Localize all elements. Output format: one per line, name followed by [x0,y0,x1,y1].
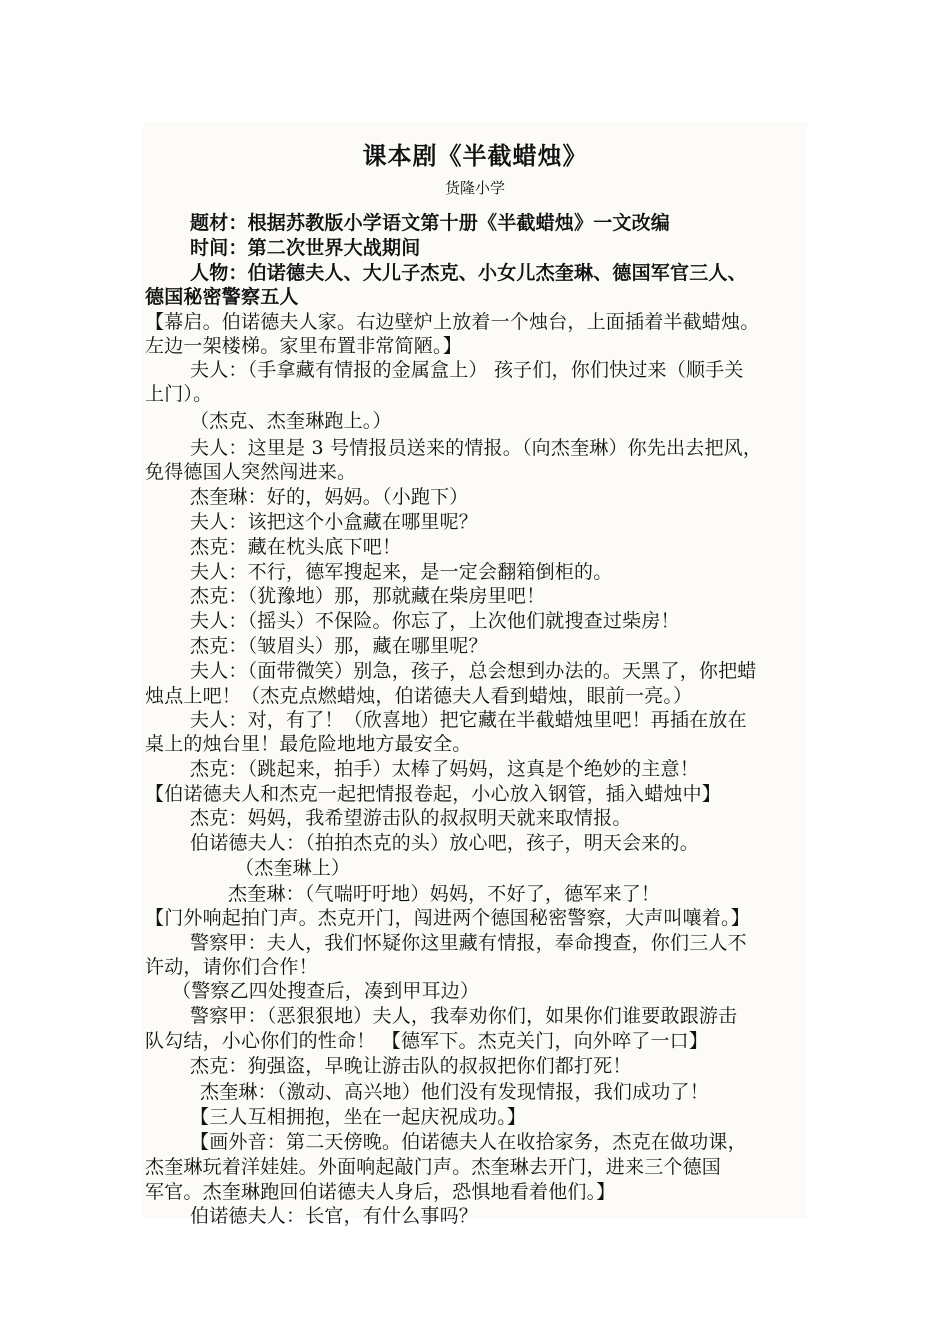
stage-direction: 左边一架楼梯。家里布置非常简陋。】 [145,335,462,357]
stage-direction: 【幕启。伯诺德夫人家。右边壁炉上放着一个烛台，上面插着半截蜡烛。 [145,311,760,333]
dialogue-line: 许动，请你们合作！ [145,956,318,978]
dialogue-line: 杰奎琳：（激动、高兴地）他们没有发现情报，我们成功了！ [200,1081,709,1103]
stage-direction: 【三人互相拥抱，坐在一起庆祝成功。】 [190,1106,527,1128]
dialogue-line: 队勾结，小心你们的性命！ 【德军下。杰克关门，向外啐了一口】 [145,1030,709,1052]
dialogue-line: 杰克：（皱眉头）那，藏在哪里呢？ [190,635,488,657]
dialogue-line: 杰克：（犹豫地）那，那就藏在柴房里吧！ [190,585,546,607]
stage-direction: （杰奎琳上） [235,857,351,879]
dialogue-line: 伯诺德夫人：长官，有什么事吗？ [190,1205,479,1227]
dialogue-line: 警察甲：夫人，我们怀疑你这里藏有情报，奉命搜查，你们三人不 [190,932,747,954]
dialogue-line: 夫人：该把这个小盒藏在哪里呢？ [190,511,479,533]
dialogue-line: 夫人：对，有了！（欣喜地）把它藏在半截蜡烛里吧！再插在放在 [190,709,747,731]
document-title: 课本剧《半截蜡烛》 [362,141,588,170]
school-name: 货隆小学 [444,179,505,197]
dialogue-line: 桌上的烛台里！最危险地地方最安全。 [145,733,472,755]
dialogue-line: 杰克：狗强盗，早晚让游击队的叔叔把你们都打死！ [190,1055,632,1077]
dialogue-line: 杰奎琳：好的，妈妈。（小跑下） [190,486,469,508]
dialogue-line: 杰奎琳：（气喘吁吁地）妈妈，不好了，德军来了！ [228,883,661,905]
dialogue-line: 警察甲：（恶狠狠地）夫人，我奉劝你们，如果你们谁要敢跟游击 [190,1005,738,1027]
dialogue-line: 烛点上吧！（杰克点燃蜡烛，伯诺德夫人看到蜡烛，眼前一亮。） [145,685,693,707]
stage-direction: 杰奎琳玩着洋娃娃。外面响起敲门声。杰奎琳去开门，进来三个德国 [145,1156,722,1178]
header-line: 时间：第二次世界大战期间 [190,237,421,259]
dialogue-line: 杰克：妈妈，我希望游击队的叔叔明天就来取情报。 [190,807,632,829]
dialogue-line: 夫人：（面带微笑）别急，孩子，总会想到办法的。天黑了，你把蜡 [190,660,757,682]
dialogue-line: 夫人：这里是 3 号情报员送来的情报。（向杰奎琳）你先出去把风， [190,437,763,459]
dialogue-line: 免得德国人突然闯进来。 [145,461,357,483]
stage-direction: 【伯诺德夫人和杰克一起把情报卷起，小心放入钢管，插入蜡烛中】 [145,783,722,805]
stage-direction: 军官。杰奎琳跑回伯诺德夫人身后，恐惧地看着他们。】 [145,1181,616,1203]
stage-direction: 【门外响起拍门声。杰克开门，闯进两个德国秘密警察，大声叫嚷着。】 [145,907,750,929]
stage-direction: 【画外音：第二天傍晚。伯诺德夫人在收拾家务，杰克在做功课， [190,1131,747,1153]
dialogue-line: 杰克：（跳起来，拍手）太棒了妈妈，这真是个绝妙的主意！ [190,758,699,780]
dialogue-line: 夫人：不行，德军搜起来，是一定会翻箱倒柜的。 [190,561,613,583]
header-line: 题材：根据苏教版小学语文第十册《半截蜡烛》一文改编 [190,212,671,234]
header-line: 德国秘密警察五人 [145,286,299,308]
stage-direction: （警察乙四处搜查后，凑到甲耳边） [172,980,480,1002]
dialogue-line: 夫人：（摇头）不保险。你忘了，上次他们就搜查过柴房！ [190,610,680,632]
dialogue-line: 伯诺德夫人：（拍拍杰克的头）放心吧，孩子，明天会来的。 [190,832,699,854]
dialogue-line: 夫人：（手拿藏有情报的金属盒上） 孩子们，你们快过来（顺手关 [190,359,744,381]
stage-direction: （杰克、杰奎琳跑上。） [190,410,392,432]
dialogue-line: 杰克：藏在枕头底下吧！ [190,536,402,558]
header-line: 人物：伯诺德夫人、大儿子杰克、小女儿杰奎琳、德国军官三人、 [190,262,747,284]
dialogue-line: 上门）。 [145,383,213,405]
